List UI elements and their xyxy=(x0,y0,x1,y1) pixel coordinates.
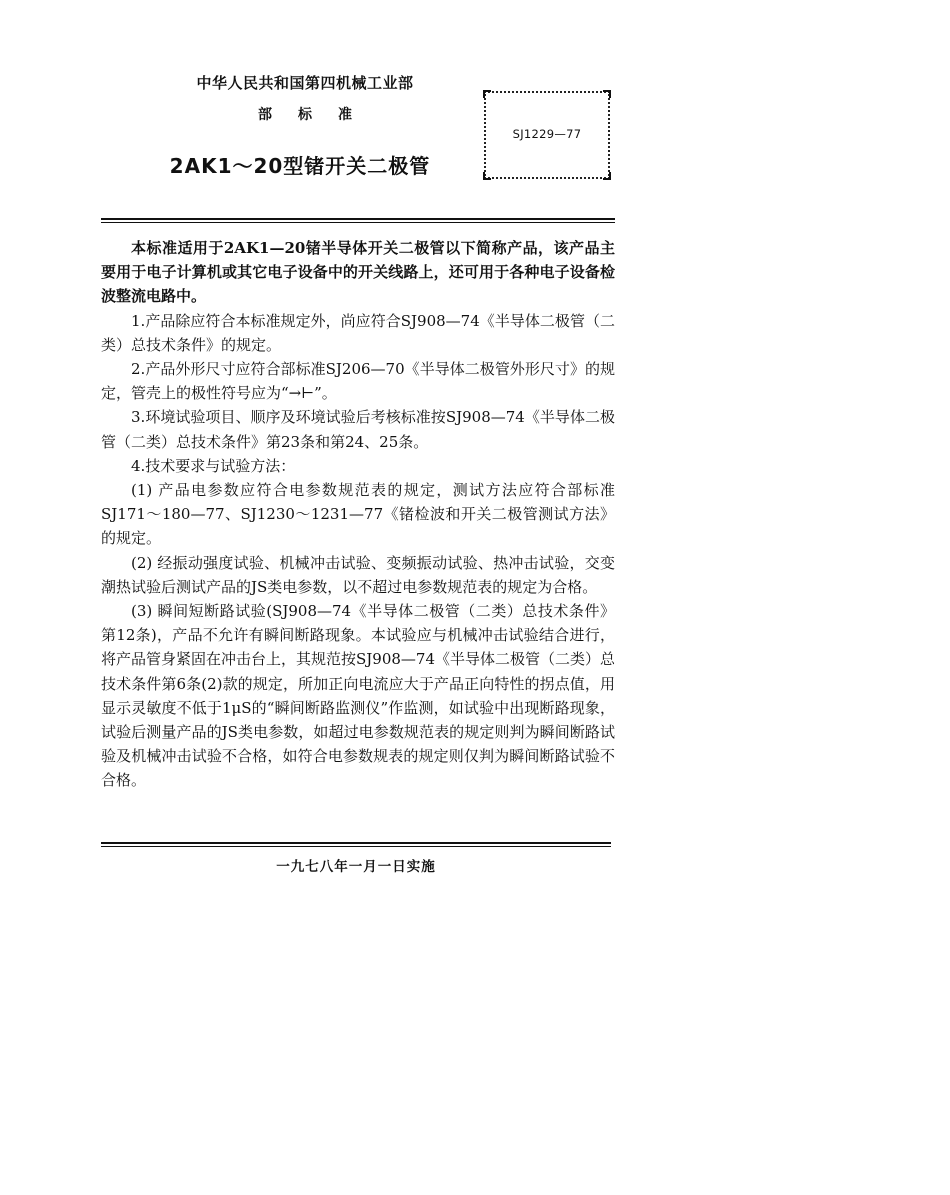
issuing-organization: 中华人民共和国第四机械工业部 xyxy=(196,74,414,92)
clause-4-1: (1) 产品电参数应符合电参数规范表的规定，测试方法应符合部标准SJ171～180—77、SJ1230～1231—77《锗检波和开关二极管测试方法》的规定。 xyxy=(101,481,615,548)
intro-paragraph: 本标准适用于2AK1—20锗半导体开关二极管以下简称产品，该产品主要用于电子计算机或其它电子设备中的开关线路上，还可用于各种电子设备检波整流电路中。 xyxy=(101,239,615,306)
document-body xyxy=(101,236,615,793)
corner-mark xyxy=(603,90,611,98)
clause-2: 2.产品外形尺寸应符合部标准SJ206—70《半导体二极管外形尺寸》的规定，管壳上的极性符号应为“→⊢”。 xyxy=(101,360,615,403)
standard-code-box xyxy=(484,91,610,179)
clause-4-3: (3) 瞬间短断路试验(SJ908—74《半导体二极管（二类）总技术条件》第12条)，产品不允许有瞬间断路现象。本试验应与机械冲击试验结合进行，将产品管身紧固在冲击台上，其规范按SJ908—74《半导体二极管（二类）总技术条件第6条(2)款的规定，所加正向电流应大于产品正向特性的拐点值，用显示灵敏度不低于1μS的“瞬间断路监测仪”作监测，如试验中出现断路现象，试验后测量产品的JS类电参数，如超过电参数规范表的规定则判为瞬间断路试验及机械冲击试验不合格，如符合电参数规表的规定则仅判为瞬间断路试验不合格。 xyxy=(101,602,616,790)
standard-label: 部标准 xyxy=(258,107,378,123)
clause-4: 4.技术要求与试验方法： xyxy=(131,456,296,475)
corner-mark xyxy=(603,172,611,180)
corner-mark xyxy=(483,172,491,180)
corner-mark xyxy=(483,90,491,98)
header-divider xyxy=(101,218,615,223)
clause-3: 3.环境试验项目、顺序及环境试验后考核标准按SJ908—74《半导体二极管（二类）总技术条件》第23条和第24、25条。 xyxy=(101,408,615,451)
clause-1: 1.产品除应符合本标准规定外，尚应符合SJ908—74《半导体二极管（二类）总技术条件》的规定。 xyxy=(101,311,615,354)
effective-date: 一九七八年一月一日实施 xyxy=(276,859,436,875)
footer-divider xyxy=(101,842,611,847)
clause-4-2: (2) 经振动强度试验、机械冲击试验、变频振动试验、热冲击试验，交变潮热试验后测试产品的JS类电参数，以不超过电参数规范表的规定为合格。 xyxy=(101,553,615,596)
standard-code: SJ1229—77 xyxy=(512,127,582,141)
document-title: 2AK1～20型锗开关二极管 xyxy=(169,154,431,178)
